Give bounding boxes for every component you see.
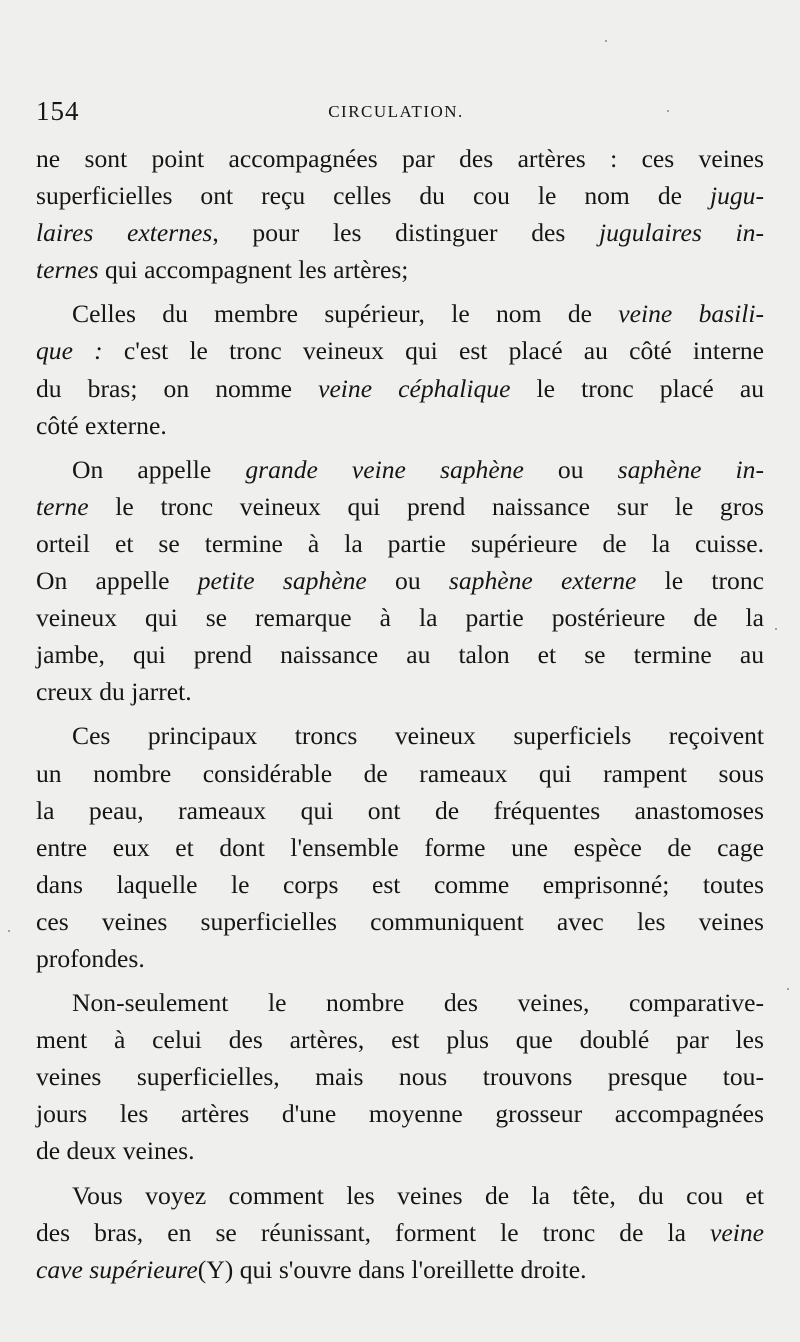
- text-run: un nombre considérable de rameaux qui rampent sous: [36, 758, 764, 788]
- text-run: creux du jarret.: [36, 677, 192, 707]
- italic-term: jugulaires in-: [599, 218, 764, 248]
- body-text: [36, 140, 764, 1288]
- text-line: [36, 1214, 764, 1251]
- text-run: orteil et se termine à la partie supérieure de la cuisse.: [36, 528, 764, 558]
- italic-term: cave supérieure: [36, 1254, 198, 1284]
- text-run: , pour les distinguer des: [212, 218, 600, 248]
- text-line: [36, 1251, 764, 1288]
- italic-term: que :: [36, 336, 103, 366]
- paragraph-gap: [36, 1170, 764, 1177]
- text-run: le tronc: [636, 566, 764, 596]
- text-line: [36, 792, 764, 829]
- text-line: [36, 903, 764, 940]
- text-line: [36, 332, 764, 369]
- paragraph-gap: [36, 977, 764, 984]
- text-run: veines superficielles, mais nous trouvons presque tou-: [36, 1062, 764, 1092]
- text-line: [36, 451, 764, 488]
- text-line: [36, 295, 764, 332]
- text-line: [36, 636, 764, 673]
- paragraph-gap: [36, 288, 764, 295]
- text-run: qui accompagnent les artères;: [98, 255, 409, 285]
- text-run: le tronc placé au: [510, 373, 765, 403]
- text-line: [36, 488, 764, 525]
- text-line: [36, 562, 764, 599]
- text-run: des bras, en se réunissant, forment le tronc de la: [36, 1217, 710, 1247]
- italic-term: petite saphène: [197, 566, 367, 596]
- text-line: [36, 984, 764, 1021]
- paper-speck: [787, 988, 789, 990]
- text-run: ne sont point accompagnées par des artères : ces veines: [36, 144, 764, 173]
- page-number: 154: [36, 96, 80, 126]
- text-run: Celles du membre supérieur, le nom de: [72, 299, 619, 329]
- page-header: [36, 96, 756, 130]
- text-line: [36, 140, 764, 177]
- text-run: Vous voyez comment les veines de la tête, du cou et: [72, 1180, 764, 1210]
- text-run: ment à celui des artères, est plus que doublé par les: [36, 1025, 764, 1055]
- text-line: [36, 673, 764, 710]
- text-line: [36, 1058, 764, 1095]
- text-line: [36, 755, 764, 792]
- text-run: profondes.: [36, 943, 145, 973]
- text-run: ces veines superficielles communiquent avec les veines: [36, 906, 764, 936]
- paper-speck: [775, 628, 777, 630]
- text-line: [36, 940, 764, 977]
- text-line: [36, 1132, 764, 1169]
- text-run: Non-seulement le nombre des veines, comparative-: [72, 988, 764, 1018]
- text-run: (Y) qui s'ouvre dans l'oreillette droite.: [197, 1254, 587, 1284]
- text-run: côté externe.: [36, 410, 167, 440]
- text-line: [36, 251, 764, 288]
- italic-term: terne: [36, 491, 89, 521]
- text-run: On appelle: [36, 566, 198, 596]
- italic-term: grande veine saphène: [245, 454, 524, 484]
- italic-term: veine basili-: [618, 299, 764, 329]
- text-run: veineux qui se remarque à la partie postérieure de la: [36, 603, 764, 633]
- paper-speck: [667, 110, 669, 112]
- italic-term: ternes: [36, 255, 99, 285]
- paragraph-gap: [36, 444, 764, 451]
- italic-term: laires externes: [36, 218, 213, 248]
- italic-term: veine céphalique: [318, 373, 511, 403]
- text-run: c'est le tronc veineux qui est placé au côté interne: [102, 336, 764, 366]
- text-line: [36, 599, 764, 636]
- running-head: CIRCULATION.: [328, 102, 464, 121]
- text-run: superficielles ont reçu celles du cou le nom de: [36, 181, 710, 211]
- text-line: [36, 717, 764, 754]
- paragraph-gap: [36, 710, 764, 717]
- text-line: [36, 407, 764, 444]
- text-run: ou: [366, 566, 449, 596]
- text-run: dans laquelle le corps est comme emprisonné; toutes: [36, 869, 764, 899]
- italic-term: jugu-: [709, 181, 764, 211]
- text-line: [36, 1021, 764, 1058]
- text-line: [36, 177, 764, 214]
- text-run: entre eux et dont l'ensemble forme une espèce de cage: [36, 832, 764, 862]
- text-line: [36, 1095, 764, 1132]
- text-run: de deux veines.: [36, 1136, 195, 1166]
- italic-term: saphène externe: [448, 566, 637, 596]
- paper-speck: [605, 40, 607, 42]
- text-line: [36, 370, 764, 407]
- text-line: [36, 866, 764, 903]
- text-line: [36, 1177, 764, 1214]
- italic-term: veine: [710, 1217, 764, 1247]
- text-run: la peau, rameaux qui ont de fréquentes anastomoses: [36, 795, 764, 825]
- text-line: [36, 525, 764, 562]
- text-line: [36, 829, 764, 866]
- text-run: ou: [523, 454, 618, 484]
- text-line: [36, 214, 764, 251]
- text-run: jambe, qui prend naissance au talon et se termine au: [36, 640, 764, 670]
- text-run: Ces principaux troncs veineux superficiels reçoivent: [72, 721, 764, 751]
- text-run: du bras; on nomme: [36, 373, 319, 403]
- italic-term: saphène in-: [617, 454, 764, 484]
- text-run: le tronc veineux qui prend naissance sur le gros: [88, 491, 764, 521]
- paper-speck: [8, 930, 10, 932]
- text-run: jours les artères d'une moyenne grosseur accompagnées: [36, 1099, 764, 1129]
- text-run: On appelle: [72, 454, 246, 484]
